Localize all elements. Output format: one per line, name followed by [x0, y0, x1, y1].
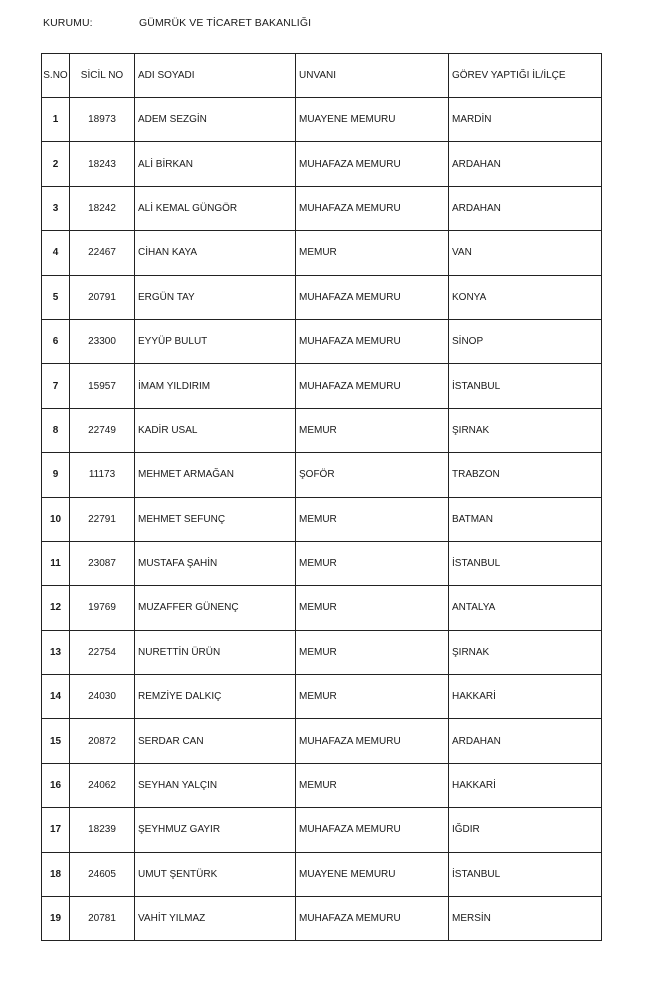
table-row [42, 408, 602, 452]
row-title: MEMUR [296, 541, 449, 585]
table-row [42, 319, 602, 363]
row-name: ADEM SEZGİN [135, 98, 296, 142]
row-sno: 15 [42, 719, 70, 763]
row-sicil-no: 15957 [70, 364, 135, 408]
row-title: MUAYENE MEMURU [296, 852, 449, 896]
row-sno: 6 [42, 319, 70, 363]
column-header-name: ADI SOYADI [135, 54, 296, 98]
row-sno: 13 [42, 630, 70, 674]
table-row [42, 186, 602, 230]
row-title: MEMUR [296, 408, 449, 452]
row-location: MERSİN [449, 897, 602, 941]
row-location: VAN [449, 231, 602, 275]
row-title: MUHAFAZA MEMURU [296, 719, 449, 763]
row-sno: 11 [42, 541, 70, 585]
row-sicil-no: 20791 [70, 275, 135, 319]
row-name: ALİ KEMAL GÜNGÖR [135, 186, 296, 230]
row-sno: 2 [42, 142, 70, 186]
row-name: KADİR USAL [135, 408, 296, 452]
row-title: MEMUR [296, 675, 449, 719]
table-row [42, 364, 602, 408]
row-location: ARDAHAN [449, 186, 602, 230]
table-row [42, 142, 602, 186]
row-sno: 9 [42, 453, 70, 497]
row-name: SEYHAN YALÇIN [135, 763, 296, 807]
table-row [42, 497, 602, 541]
row-name: İMAM YILDIRIM [135, 364, 296, 408]
row-title: ŞOFÖR [296, 453, 449, 497]
row-title: MUHAFAZA MEMURU [296, 897, 449, 941]
row-sicil-no: 22467 [70, 231, 135, 275]
row-name: REMZİYE DALKIÇ [135, 675, 296, 719]
row-location: KONYA [449, 275, 602, 319]
row-sno: 14 [42, 675, 70, 719]
personnel-table [41, 53, 602, 941]
row-location: ŞIRNAK [449, 630, 602, 674]
row-location: MARDİN [449, 98, 602, 142]
row-name: MUZAFFER GÜNENÇ [135, 586, 296, 630]
row-sicil-no: 18243 [70, 142, 135, 186]
row-sicil-no: 24605 [70, 852, 135, 896]
table-row [42, 630, 602, 674]
table-row [42, 98, 602, 142]
row-name: CİHAN KAYA [135, 231, 296, 275]
institution-label: KURUMU: [43, 17, 93, 29]
table-row [42, 719, 602, 763]
row-location: TRABZON [449, 453, 602, 497]
row-location: ANTALYA [449, 586, 602, 630]
row-title: MUHAFAZA MEMURU [296, 319, 449, 363]
row-title: MEMUR [296, 586, 449, 630]
row-title: MUAYENE MEMURU [296, 98, 449, 142]
table-row [42, 675, 602, 719]
row-sno: 18 [42, 852, 70, 896]
row-title: MEMUR [296, 763, 449, 807]
table-row [42, 586, 602, 630]
table-row [42, 808, 602, 852]
row-sno: 5 [42, 275, 70, 319]
row-location: İSTANBUL [449, 852, 602, 896]
row-title: MUHAFAZA MEMURU [296, 364, 449, 408]
row-location: ARDAHAN [449, 719, 602, 763]
row-sno: 8 [42, 408, 70, 452]
row-sno: 3 [42, 186, 70, 230]
table-header-row [42, 54, 602, 98]
column-header-sicil-no: SİCİL NO [70, 54, 135, 98]
row-sicil-no: 24030 [70, 675, 135, 719]
row-sno: 1 [42, 98, 70, 142]
row-name: ALİ BİRKAN [135, 142, 296, 186]
row-sicil-no: 18973 [70, 98, 135, 142]
row-name: EYYÜP BULUT [135, 319, 296, 363]
column-header-location: GÖREV YAPTIĞI İL/İLÇE [449, 54, 602, 98]
row-sno: 4 [42, 231, 70, 275]
row-sicil-no: 20872 [70, 719, 135, 763]
row-sicil-no: 18239 [70, 808, 135, 852]
row-sicil-no: 19769 [70, 586, 135, 630]
row-title: MUHAFAZA MEMURU [296, 808, 449, 852]
row-title: MUHAFAZA MEMURU [296, 275, 449, 319]
row-location: İSTANBUL [449, 364, 602, 408]
row-name: MEHMET ARMAĞAN [135, 453, 296, 497]
row-location: HAKKARİ [449, 675, 602, 719]
row-sno: 7 [42, 364, 70, 408]
row-sicil-no: 22749 [70, 408, 135, 452]
row-name: SERDAR CAN [135, 719, 296, 763]
row-title: MUHAFAZA MEMURU [296, 142, 449, 186]
table-row [42, 231, 602, 275]
row-location: ARDAHAN [449, 142, 602, 186]
table-row [42, 897, 602, 941]
row-sno: 19 [42, 897, 70, 941]
row-name: VAHİT YILMAZ [135, 897, 296, 941]
table-row [42, 852, 602, 896]
row-title: MEMUR [296, 630, 449, 674]
row-sno: 17 [42, 808, 70, 852]
row-name: NURETTİN ÜRÜN [135, 630, 296, 674]
row-name: MEHMET SEFUNÇ [135, 497, 296, 541]
table-row [42, 275, 602, 319]
row-sno: 10 [42, 497, 70, 541]
row-title: MUHAFAZA MEMURU [296, 186, 449, 230]
row-sicil-no: 22791 [70, 497, 135, 541]
row-location: SİNOP [449, 319, 602, 363]
column-header-sno: S.NO [42, 54, 70, 98]
column-header-title: UNVANI [296, 54, 449, 98]
table-row [42, 453, 602, 497]
row-sno: 16 [42, 763, 70, 807]
row-location: İSTANBUL [449, 541, 602, 585]
row-sicil-no: 18242 [70, 186, 135, 230]
row-sicil-no: 23300 [70, 319, 135, 363]
row-name: UMUT ŞENTÜRK [135, 852, 296, 896]
row-name: ŞEYHMUZ GAYIR [135, 808, 296, 852]
row-title: MEMUR [296, 231, 449, 275]
table-row [42, 541, 602, 585]
row-location: HAKKARİ [449, 763, 602, 807]
row-location: BATMAN [449, 497, 602, 541]
row-sicil-no: 24062 [70, 763, 135, 807]
row-title: MEMUR [296, 497, 449, 541]
row-name: ERGÜN TAY [135, 275, 296, 319]
row-sicil-no: 23087 [70, 541, 135, 585]
row-sno: 12 [42, 586, 70, 630]
row-location: IĞDIR [449, 808, 602, 852]
row-location: ŞIRNAK [449, 408, 602, 452]
row-sicil-no: 20781 [70, 897, 135, 941]
institution-name: GÜMRÜK VE TİCARET BAKANLIĞI [139, 17, 312, 29]
row-sicil-no: 11173 [70, 453, 135, 497]
row-name: MUSTAFA ŞAHİN [135, 541, 296, 585]
row-sicil-no: 22754 [70, 630, 135, 674]
table-row [42, 763, 602, 807]
